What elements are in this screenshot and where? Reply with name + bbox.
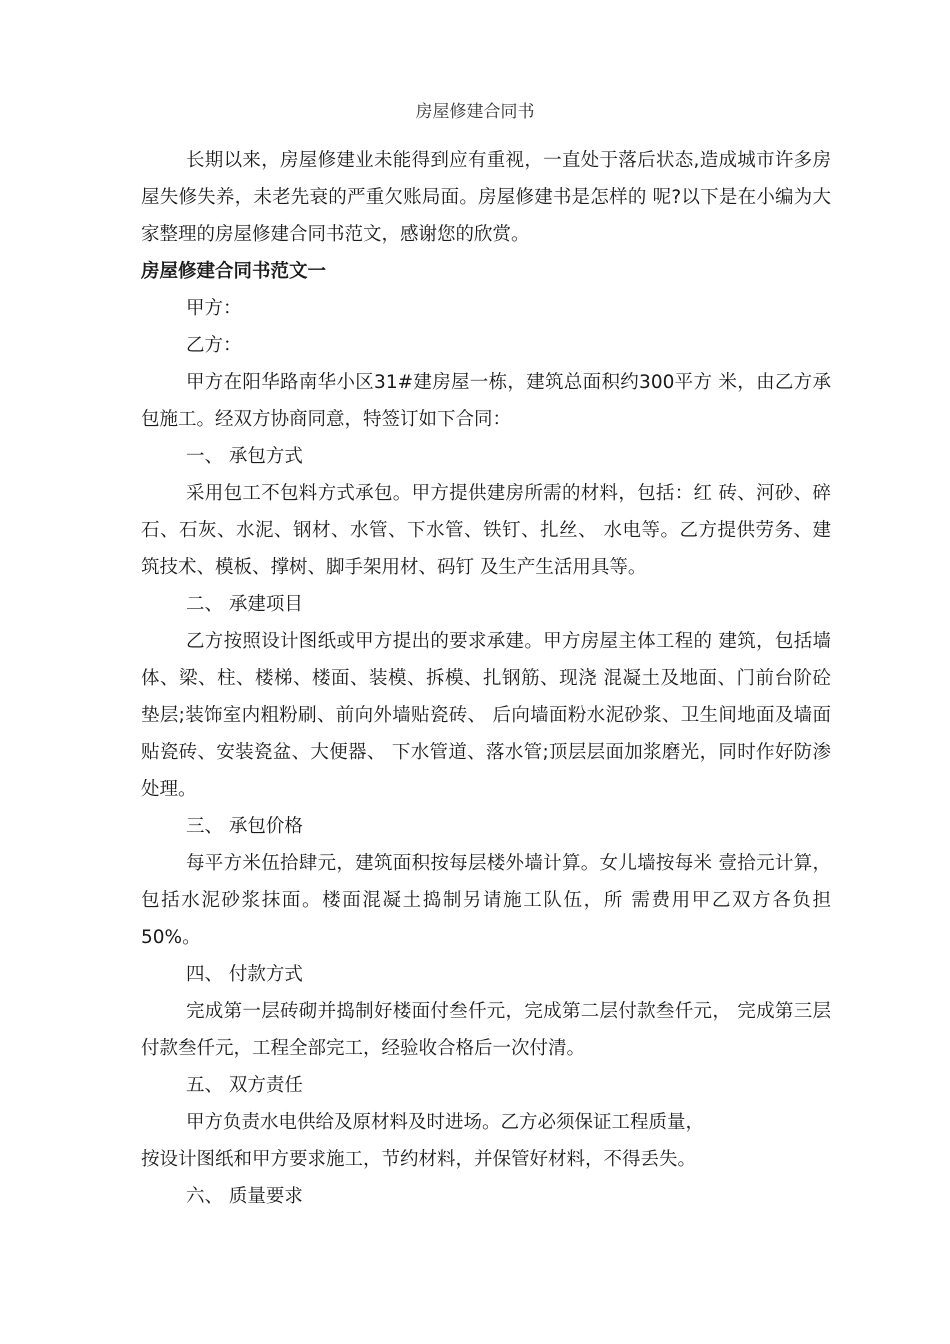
clause-heading-quality: 六、 质量要求 [186, 1186, 303, 1207]
clause-body-construction-items: 乙方按照设计图纸或甲方提出的要求承建。甲方房屋主体工程的 建筑，包括墙体、梁、柱、楼梯、楼面、装模、拆模、扎钢筋、现浇 混凝土及地面、门前台阶砼垫层;装饰室内粗粉刷、前向外墙贴瓷砖、 后向墙面粉水泥砂浆、卫生间地面及墙面贴瓷砖、安装瓷盆、大便器、 下水管道、落水管;顶层层面加浆磨光，同时作好防渗处理。 [141, 631, 831, 800]
clause-body-payment: 完成第一层砖砌并捣制好楼面付叁仟元，完成第二层付款叁仟元， 完成第三层付款叁仟元，工程全部完工，经验收合格后一次付清。 [141, 1001, 831, 1059]
document-title: 房屋修建合同书 [415, 102, 535, 122]
clause-body-responsibilities-line-1: 甲方负责水电供给及原材料及时进场。乙方必须保证工程质量， [186, 1112, 705, 1133]
section-heading-sample-one: 房屋修建合同书范文一 [141, 261, 327, 282]
clause-heading-price: 三、 承包价格 [186, 816, 303, 837]
project-description-paragraph: 甲方在阳华路南华小区31#建房屋一栋，建筑总面积约300平方 米，由乙方承包施工。经双方协商同意，特签订如下合同： [141, 372, 831, 430]
clause-heading-contract-method: 一、 承包方式 [186, 446, 303, 467]
document-body [141, 142, 831, 1215]
clause-body-price: 每平方米伍拾肆元，建筑面积按每层楼外墙计算。女儿墙按每米 壹拾元计算，包括水泥砂浆抹面。楼面混凝土捣制另请施工队伍，所 需费用甲乙双方各负担50%。 [141, 853, 831, 948]
clause-body-contract-method: 采用包工不包料方式承包。甲方提供建房所需的材料，包括：红 砖、河砂、碎石、石灰、水泥、钢材、水管、下水管、铁钉、扎丝、 水电等。乙方提供劳务、建筑技术、模板、撑树、脚手架用材、码钉 及生产生活用具等。 [141, 483, 831, 578]
clause-body-responsibilities-line-2: 按设计图纸和甲方要求施工，节约材料，并保管好材料，不得丢失。 [141, 1149, 697, 1170]
clause-heading-construction-items: 二、 承建项目 [186, 594, 303, 615]
party-a-line: 甲方： [186, 298, 242, 319]
clause-heading-payment: 四、 付款方式 [186, 964, 303, 985]
party-b-line: 乙方： [186, 335, 242, 356]
clause-heading-responsibilities: 五、 双方责任 [186, 1075, 303, 1096]
intro-paragraph: 长期以来，房屋修建业未能得到应有重视，一直处于落后状态,造成城市许多房屋失修失养，未老先衰的严重欠账局面。房屋修建书是怎样的 呢?以下是在小编为大家整理的房屋修建合同书范文，感谢您的欣赏。 [141, 150, 831, 245]
